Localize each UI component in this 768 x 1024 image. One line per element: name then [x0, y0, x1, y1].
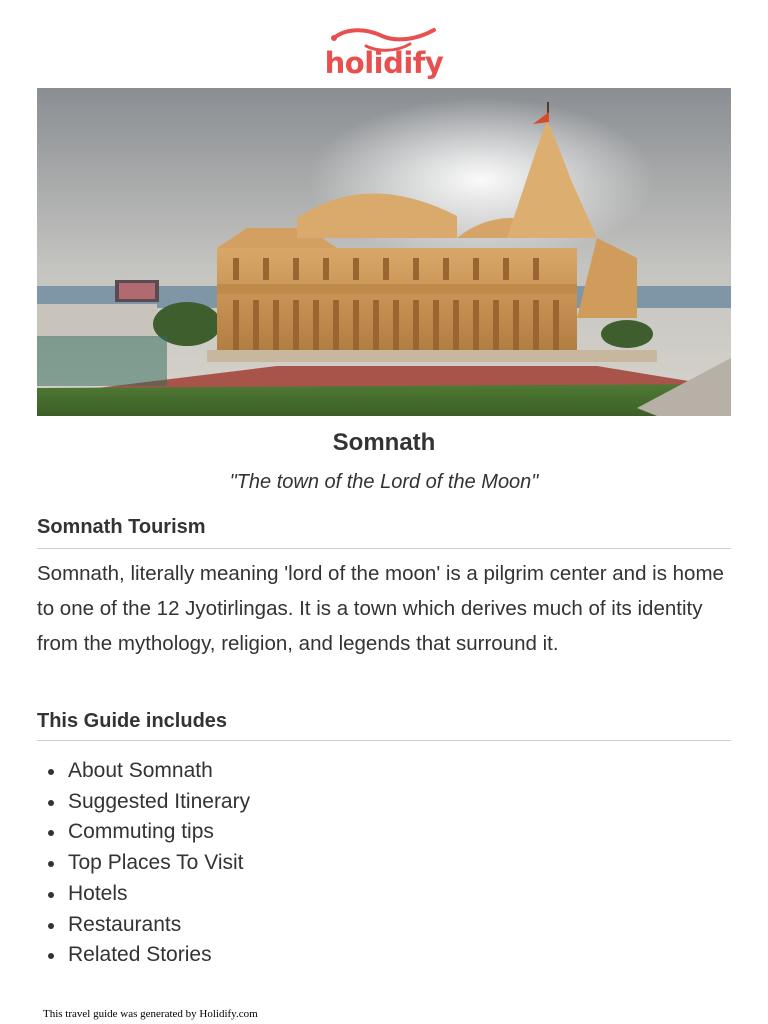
bullet-icon — [48, 830, 54, 836]
list-item-label: Suggested Itinerary — [68, 789, 251, 813]
list-item-label: Related Stories — [68, 943, 212, 967]
list-item — [37, 848, 731, 879]
bullet-icon — [48, 923, 54, 929]
page-title: Somnath — [332, 429, 436, 456]
list-item-label: Restaurants — [68, 912, 182, 936]
somnath-temple-photo — [37, 88, 731, 416]
list-item — [37, 940, 731, 971]
tourism-divider — [37, 548, 731, 549]
list-item-label: About Somnath — [68, 759, 213, 782]
list-item-label: Commuting tips — [68, 820, 214, 844]
hero-image — [37, 88, 731, 416]
guide-divider — [37, 740, 731, 741]
bullet-icon — [48, 892, 54, 898]
guide-list — [37, 756, 731, 971]
logo-wordmark: holidify — [324, 46, 444, 80]
bullet-icon — [48, 769, 54, 775]
list-item-label: Top Places To Visit — [68, 851, 244, 875]
page-tagline: "The town of the Lord of the Moon" — [229, 471, 539, 493]
bullet-icon — [48, 953, 54, 959]
list-item — [37, 910, 731, 941]
bullet-icon — [48, 861, 54, 867]
list-item — [37, 787, 731, 818]
brand-logo — [0, 24, 768, 86]
guide-heading: This Guide includes — [37, 710, 228, 732]
list-item — [37, 817, 731, 848]
bullet-icon — [48, 800, 54, 806]
footer-credit: This travel guide was generated by Holidify.com — [43, 1008, 258, 1020]
list-item — [37, 879, 731, 910]
list-item-label: Hotels — [68, 881, 128, 905]
tourism-description: Somnath, literally meaning 'lord of the moon' is a pilgrim center and is home to one of the 12 Jyotirlingas. It is a town which derives much of its identity from the mythology, religion, and legends that surround it. — [37, 562, 724, 655]
list-item — [37, 756, 731, 787]
logo-wrapper — [324, 24, 444, 86]
tourism-heading: Somnath Tourism — [37, 516, 206, 538]
